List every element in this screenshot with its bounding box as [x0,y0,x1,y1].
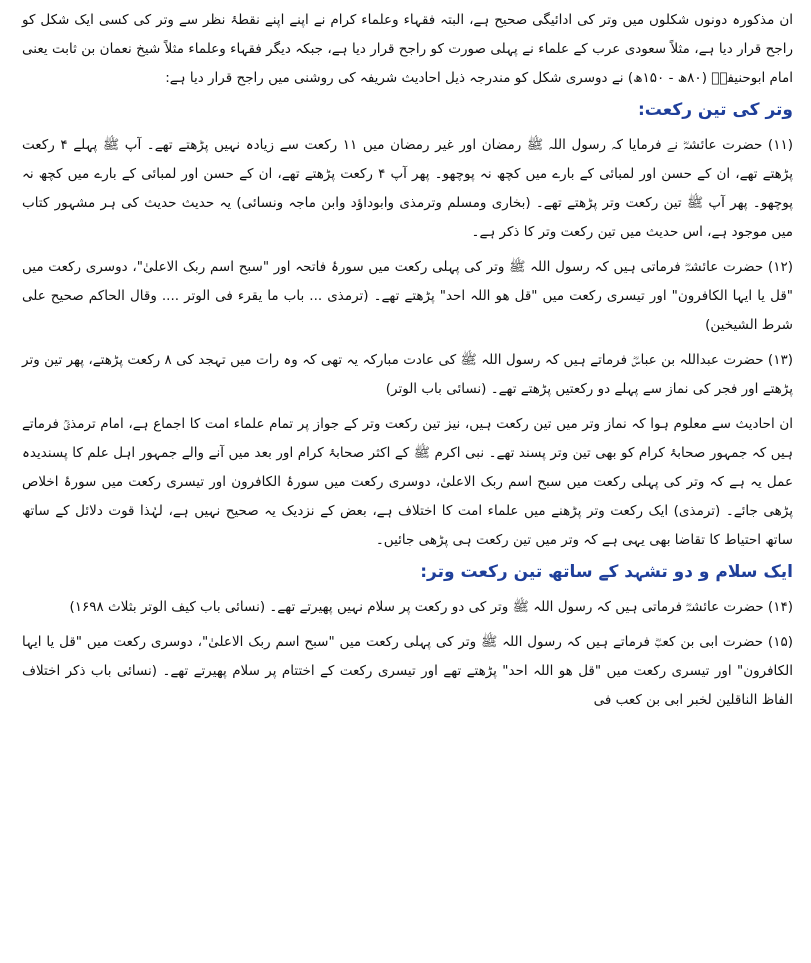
hadith-11-paragraph: (۱۱) حضرت عائشہؓ نے فرمایا کہ رسول اللہ ﷺ رمضان اور غیر رمضان میں ۱۱ رکعت سے زیادہ نہیں پڑھتے تھے۔ آپ ﷺ پہلے ۴ رکعت پڑھتے تھے، ان کے حسن اور لمبائی کے بارے میں کچھ نہ پوچھو۔ پھر آپ ۴ رکعت پڑھتے تھے، ان کے حسن اور لمبائی کے بارے میں کچھ نہ پوچھو۔ پھر آپ ﷺ تین رکعت وتر پڑھتے تھے۔ (بخاری ومسلم وترمذی وابوداؤد وابن ماجہ ونسائی) یہ حدیث حدیث کی ہر مشہور کتاب میں موجود ہے، اس حدیث میں تین رکعت وتر کا ذکر ہے۔ [22,137,793,240]
summary-paragraph: ان احادیث سے معلوم ہوا کہ نماز وتر میں تین رکعت ہیں، نیز تین رکعت وتر کے جواز پر تمام علماء امت کا اجماع ہے، امام ترمذیؒ فرماتے ہیں کہ جمہور صحابۂ کرام کو بھی تین وتر پسند تھے۔ نبی اکرم ﷺ کے اکثر صحابۂ کرام اور بعد میں آنے والے جمہور اہل علم کا پسندیدہ عمل یہ ہے کہ وتر کی پہلی رکعت میں سبح اسم ربک الاعلیٰ، دوسری رکعت میں سورۂ الکافرون اور تیسری رکعت میں سورۂ اخلاص پڑھی جائے۔ (ترمذی) ایک رکعت وتر پڑھنے میں علماء امت کا اختلاف ہے، بعض کے نزدیک یہ صحیح نہیں ہے، لہٰذا قوت دلائل کے ساتھ ساتھ احتیاط کا تقاضا بھی یہی ہے کہ وتر میں تین رکعت ہی پڑھی جائیں۔ [22,416,793,548]
section-heading-one-salam: ایک سلام و دو تشہد کے ساتھ تین رکعت وتر: [420,562,793,582]
hadith-13-paragraph: (۱۳) حضرت عبداللہ بن عباسؓ فرماتے ہیں کہ رسول اللہ ﷺ کی عادت مبارکہ یہ تھی کہ وہ رات میں تہجد کی ۸ رکعت پڑھتے، پھر تین وتر پڑھتے اور فجر کی نماز سے پہلے دو رکعتیں پڑھتے تھے۔ (نسائی باب الوتر) [22,352,793,397]
hadith-15-paragraph: (۱۵) حضرت ابی بن کعبؓ فرماتے ہیں کہ رسول اللہ ﷺ وتر کی پہلی رکعت میں "سبح اسم ربک الاعلیٰ"، دوسری رکعت میں "قل یا ایہا الکافرون" اور تیسری رکعت میں "قل ھو اللہ احد" پڑھتے تھے اور تیسری رکعت کے اختتام پر سلام پھیرتے تھے۔ (نسائی باب ذکر اختلاف الفاظ الناقلین لخبر ابی بن کعب فی [22,634,793,708]
intro-paragraph: ان مذکورہ دونوں شکلوں میں وتر کی ادائیگی صحیح ہے، البتہ فقہاء وعلماء کرام نے اپنے اپنے نقطۂ نظر سے وتر کی کسی ایک شکل کو راجح قرار دیا ہے، مثلاً سعودی عرب کے علماء نے پہلی صورت کو راجح قرار دیا ہے، جبکہ دیگر فقہاء وعلماء مثلاً شیخ نعمان بن ثابت یعنی امام ابوحنیفہؒ (۸۰ھ - ۱۵۰ھ) نے دوسری شکل کو مندرجہ ذیل احادیث شریفہ کی روشنی میں راجح قرار دیا ہے: [22,12,793,86]
hadith-14-paragraph: (۱۴) حضرت عائشہؓ فرماتی ہیں کہ رسول اللہ ﷺ وتر کی دو رکعت پر سلام نہیں پھیرتے تھے۔ (نسائی باب کیف الوتر بثلاث ۱۶۹۸) [69,599,793,615]
hadith-12-paragraph: (۱۲) حضرت عائشہؓ فرماتی ہیں کہ رسول اللہ ﷺ وتر کی پہلی رکعت میں سورۂ فاتحہ اور "سبح اسم ربک الاعلیٰ"، دوسری رکعت میں "قل یا ایہا الکافرون" اور تیسری رکعت میں "قل ھو اللہ احد" پڑھتے تھے۔ (ترمذی ... باب ما یقرء فی الوتر .... وقال الحاکم صحیح علی شرط الشیخین) [22,259,793,333]
section-heading-three-rakat: وتر کی تین رکعت: [637,100,793,120]
